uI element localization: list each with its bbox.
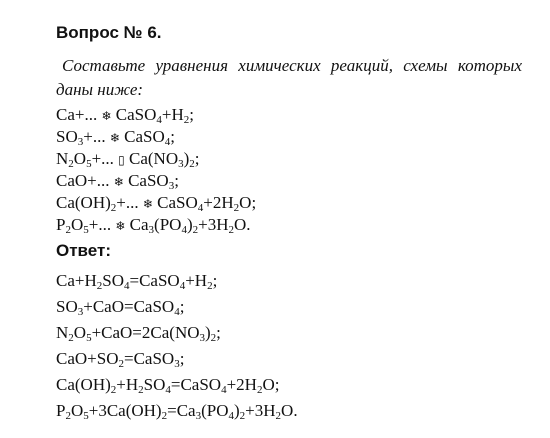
subscript: 3 bbox=[77, 306, 84, 318]
answer-label: Ответ: bbox=[56, 241, 111, 260]
formula-text: O. bbox=[281, 401, 298, 420]
answer-equations bbox=[56, 268, 536, 424]
formula-text: =Ca bbox=[167, 401, 196, 420]
subscript: 4 bbox=[221, 384, 227, 396]
formula-text: +CaO=CaSO bbox=[83, 297, 175, 316]
subscript: 3 bbox=[168, 180, 175, 192]
subscript: 5 bbox=[83, 224, 89, 236]
formula-text: CaSO bbox=[111, 105, 157, 124]
subscript: 4 bbox=[165, 384, 171, 396]
formula-text: +... bbox=[91, 149, 119, 168]
formula-text: Ca(OH) bbox=[56, 193, 111, 212]
formula-text: ) bbox=[186, 215, 193, 234]
reaction-equation bbox=[56, 346, 536, 372]
formula-text: ) bbox=[183, 149, 190, 168]
subscript: 2 bbox=[275, 410, 282, 422]
formula-text: N bbox=[56, 149, 69, 168]
formula-text: Ca bbox=[125, 215, 149, 234]
reaction-arrow-symbol: ❄ bbox=[142, 197, 153, 211]
formula-text: (PO bbox=[201, 401, 229, 420]
reaction-arrow-symbol: ❄ bbox=[101, 109, 112, 123]
formula-text: O. bbox=[234, 215, 251, 234]
formula-text: CaO+... bbox=[56, 171, 114, 190]
formula-text: ; bbox=[179, 349, 185, 368]
subscript: 2 bbox=[96, 280, 103, 292]
formula-text: ; bbox=[212, 271, 218, 290]
subscript: 2 bbox=[161, 410, 168, 422]
subscript: 3 bbox=[178, 158, 184, 170]
reaction-arrow-symbol: ❄ bbox=[115, 219, 126, 233]
question-title: Вопрос № 6. bbox=[56, 23, 162, 42]
subscript: 2 bbox=[110, 202, 117, 214]
formula-text: O; bbox=[262, 375, 280, 394]
formula-text: SO bbox=[56, 127, 78, 146]
formula-text: ; bbox=[174, 171, 179, 190]
reaction-scheme bbox=[56, 170, 536, 192]
formula-text: P bbox=[56, 401, 66, 420]
subscript: 2 bbox=[189, 158, 195, 170]
subscript: 2 bbox=[183, 114, 190, 126]
reaction-equation bbox=[56, 398, 536, 424]
formula-text: +2H bbox=[226, 375, 257, 394]
formula-text: ) bbox=[205, 323, 211, 342]
subscript: 2 bbox=[65, 224, 71, 236]
subscript: 2 bbox=[138, 384, 144, 396]
reaction-equation bbox=[56, 372, 536, 398]
formula-text: Ca+... bbox=[56, 105, 102, 124]
formula-text: ; bbox=[189, 105, 195, 124]
formula-text: CaSO bbox=[152, 193, 198, 212]
subscript: 2 bbox=[68, 332, 74, 344]
formula-text: Ca(OH) bbox=[56, 375, 111, 394]
subscript: 2 bbox=[228, 224, 234, 236]
formula-text: =CaSO bbox=[123, 349, 175, 368]
formula-text: O; bbox=[239, 193, 257, 212]
formula-text: +H bbox=[116, 375, 139, 394]
subscript: 2 bbox=[233, 202, 240, 214]
subscript: 4 bbox=[123, 280, 130, 292]
formula-text: +H bbox=[185, 271, 208, 290]
formula-text: +3H bbox=[198, 215, 229, 234]
subscript: 3 bbox=[77, 136, 84, 148]
formula-text: ; bbox=[216, 323, 221, 342]
formula-text: +... bbox=[88, 215, 116, 234]
formula-text: +3Ca(OH) bbox=[88, 401, 162, 420]
task-text: Составьте уравнения химических реакций, схемы которых даны ниже: bbox=[56, 56, 522, 99]
subscript: 4 bbox=[228, 410, 234, 422]
reaction-equation bbox=[56, 268, 536, 294]
formula-text: +CaO=2Ca(NO bbox=[91, 323, 200, 342]
reaction-scheme bbox=[56, 148, 536, 170]
formula-text: O bbox=[73, 323, 87, 342]
formula-text: ; bbox=[194, 149, 200, 168]
formula-text: +... bbox=[83, 127, 110, 146]
formula-text: N bbox=[56, 323, 69, 342]
reaction-scheme bbox=[56, 126, 536, 148]
reaction-arrow-symbol: ❄ bbox=[109, 131, 120, 145]
formula-text: ; bbox=[179, 297, 185, 316]
formula-text: SO bbox=[143, 375, 166, 394]
subscript: 2 bbox=[239, 410, 246, 422]
reaction-arrow-symbol: ▯ bbox=[118, 153, 125, 167]
subscript: 5 bbox=[86, 158, 92, 170]
formula-text: +2H bbox=[203, 193, 234, 212]
subscript: 2 bbox=[68, 158, 74, 170]
subscript: 3 bbox=[195, 410, 202, 422]
reaction-schemes bbox=[56, 104, 536, 236]
subscript: 2 bbox=[256, 384, 263, 396]
formula-text: CaO+SO bbox=[56, 349, 119, 368]
subscript: 4 bbox=[174, 306, 180, 318]
formula-text: =CaSO bbox=[129, 271, 180, 290]
reaction-equation bbox=[56, 320, 536, 346]
formula-text: CaSO bbox=[119, 127, 165, 146]
formula-text: Ca(NO bbox=[124, 149, 179, 168]
subscript: 3 bbox=[199, 332, 205, 344]
subscript: 4 bbox=[197, 202, 204, 214]
subscript: 5 bbox=[83, 410, 89, 422]
formula-text: O bbox=[70, 401, 84, 420]
reaction-scheme bbox=[56, 192, 536, 214]
subscript: 2 bbox=[118, 358, 124, 370]
formula-text: ; bbox=[170, 127, 175, 146]
subscript: 2 bbox=[192, 224, 199, 236]
subscript: 3 bbox=[174, 358, 180, 370]
formula-text: (PO bbox=[154, 215, 182, 234]
formula-text: Ca+H bbox=[56, 271, 97, 290]
reaction-equation bbox=[56, 294, 536, 320]
formula-text: =CaSO bbox=[170, 375, 222, 394]
formula-text: O bbox=[70, 215, 84, 234]
subscript: 4 bbox=[181, 224, 187, 236]
formula-text: ) bbox=[234, 401, 240, 420]
formula-text: +... bbox=[116, 193, 143, 212]
subscript: 2 bbox=[210, 332, 217, 344]
formula-text: +H bbox=[161, 105, 184, 124]
formula-text: SO bbox=[56, 297, 78, 316]
subscript: 4 bbox=[179, 280, 186, 292]
formula-text: SO bbox=[102, 271, 124, 290]
formula-text: P bbox=[56, 215, 66, 234]
subscript: 2 bbox=[65, 410, 71, 422]
subscript: 4 bbox=[156, 114, 162, 126]
subscript: 4 bbox=[164, 136, 171, 148]
subscript: 2 bbox=[207, 280, 213, 292]
subscript: 2 bbox=[110, 384, 117, 396]
reaction-arrow-symbol: ❄ bbox=[113, 175, 124, 189]
formula-text: O bbox=[73, 149, 87, 168]
reaction-scheme bbox=[56, 104, 536, 126]
subscript: 5 bbox=[86, 332, 92, 344]
reaction-scheme bbox=[56, 214, 536, 236]
formula-text: +3H bbox=[245, 401, 276, 420]
subscript: 3 bbox=[148, 224, 155, 236]
formula-text: CaSO bbox=[123, 171, 169, 190]
